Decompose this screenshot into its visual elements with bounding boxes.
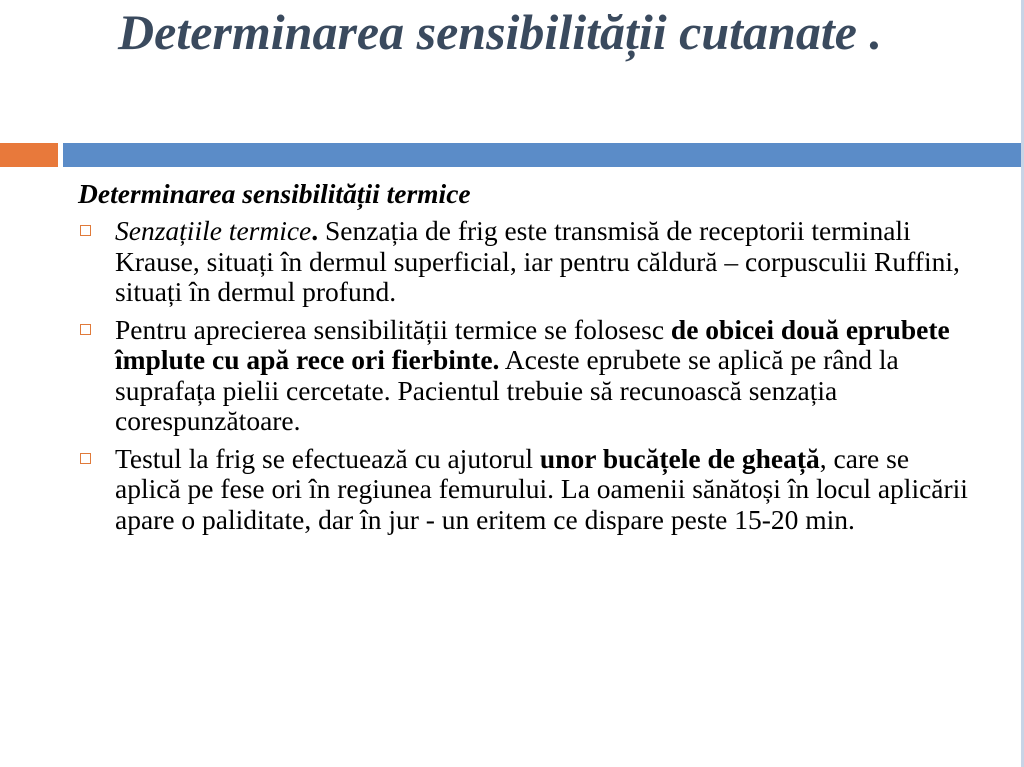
slide-body xyxy=(78,178,978,542)
item-bold-text: unor bucățele de gheață xyxy=(539,442,820,474)
item-lead-bold: . xyxy=(311,215,319,246)
item-bold-text: de obicei două eprubete împlute cu apă rece ori fierbinte. xyxy=(115,313,950,375)
square-bullet-icon xyxy=(80,225,91,236)
item-lead-italic: Senzațiile termice xyxy=(115,215,312,246)
item-text-after: Aceste eprubete se aplică pe rând la suprafața pielii cercetate. Pacientul trebuie să recunoască senzația corespunzătoare. xyxy=(115,344,899,436)
accent-bar-orange xyxy=(0,143,58,167)
item-text-after: , care se aplică pe fese ori în regiunea femurului. La oamenii sănătoși în locul aplicării apare o paliditate, dar în jur - un eritem ce dispare peste 15-20 min. xyxy=(115,442,968,535)
square-bullet-icon xyxy=(80,453,91,464)
item-text-before: Pentru aprecierea sensibilității termice se folosesc xyxy=(115,313,671,345)
item-text-before: Testul la frig se efectuează cu ajutorul xyxy=(115,442,540,474)
slide-title: Determinarea sensibilității cutanate . xyxy=(118,4,882,60)
section-subheading: Determinarea sensibilității termice xyxy=(78,178,471,209)
accent-bar-blue xyxy=(63,143,1024,167)
bullet-item-test-tubes xyxy=(78,315,978,437)
bullet-item-cold-test xyxy=(78,444,978,536)
bullet-item-thermal-sensations xyxy=(78,216,978,308)
square-bullet-icon xyxy=(80,324,91,335)
item-text: Senzația de frig este transmisă de receptorii terminali Krause, situați în dermul superficial, iar pentru căldură – corpusculii Ruffini, situați în dermul profund. xyxy=(115,215,960,307)
